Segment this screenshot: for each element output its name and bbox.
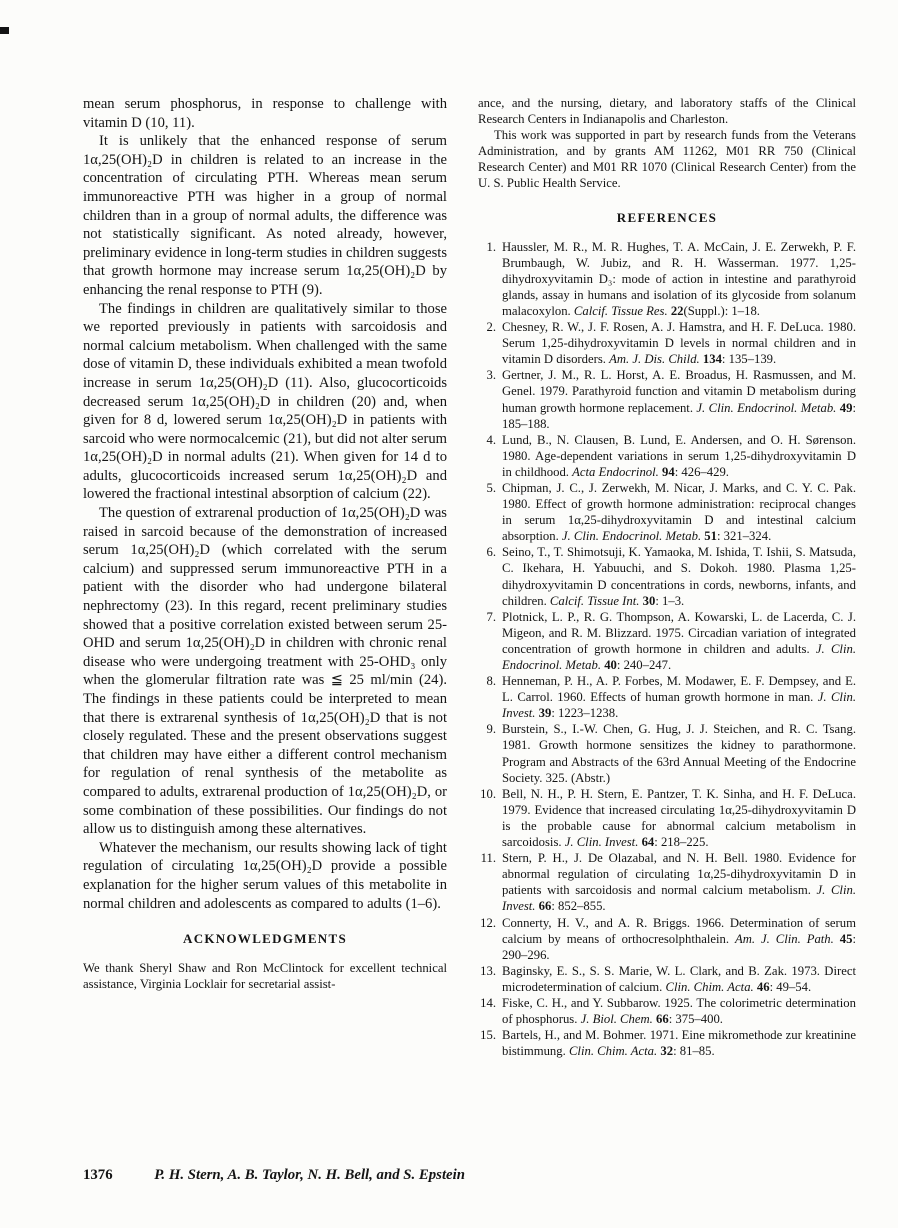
reference-number: 15. <box>480 1028 496 1043</box>
reference-number: 7. <box>486 609 496 624</box>
reference-text: Chesney, R. W., J. F. Rosen, A. J. Hamstra, and H. F. DeLuca. 1980. Serum 1,25-dihydroxyvitamin D levels in normal children and in vitamin D disorders. Am. J. Dis. Child. 134: 135–139. <box>502 320 856 367</box>
reference-text: Gertner, J. M., R. L. Horst, A. E. Broadus, H. Rasmussen, and M. Genel. 1979. Parathyroid function and vitamin D metabolism during human growth hormone replacement. J. Clin. Endocrinol. Metab. 49: 185–188. <box>502 368 856 431</box>
reference-number: 6. <box>486 545 496 560</box>
reference-number: 8. <box>486 674 496 689</box>
paragraph: It is unlikely that the enhanced response of serum 1α,25(OH)₂D in children is related to an increase in the concentration of circulating PTH. Whereas mean serum immunoreactive PTH was higher in a group of normal children than in a group of normal adults, the difference was not statistically significant. As noted already, however, preliminary evidence in long-term studies in children suggests that growth hormone may increase serum 1α,25(OH)₂D by enhancing the renal response to PTH (9). <box>83 133 447 298</box>
acknowledgments-paragraphs <box>83 960 447 992</box>
reference-item <box>478 995 856 1027</box>
left-column <box>83 95 447 992</box>
references-heading: REFERENCES <box>616 209 718 225</box>
reference-text: Connerty, H. V., and A. R. Briggs. 1966. Determination of serum calcium by means of orthocresolphthalein. Am. J. Clin. Path. 45: 290–296. <box>502 915 856 962</box>
reference-number: 3. <box>486 368 496 383</box>
reference-item <box>478 786 856 850</box>
reference-number: 11. <box>480 851 496 866</box>
paragraph: ance, and the nursing, dietary, and laboratory staffs of the Clinical Research Centers in Indianapolis and Charleston. <box>478 96 856 127</box>
reference-item <box>478 673 856 721</box>
reference-text: Stern, P. H., J. De Olazabal, and N. H. Bell. 1980. Evidence for abnormal regulation of circulating 1α,25-dihydroxyvitamin D in patients with sarcoidosis and normal calcium metabolism. J. Clin. Invest. 66: 852–855. <box>502 851 856 914</box>
reference-text: Henneman, P. H., A. P. Forbes, M. Modawer, E. F. Dempsey, and E. L. Carrol. 1960. Effects of human growth hormone in man. J. Clin. Invest. 39: 1223–1238. <box>502 674 856 721</box>
scan-artifact <box>0 27 9 34</box>
reference-text: Chipman, J. C., J. Zerwekh, M. Nicar, J. Marks, and C. Y. C. Pak. 1980. Effect of growth hormone administration: reciprocal changes in serum 1α,25-dihydroxyvitamin D and intestinal calcium absorption. J. Clin. Endocrinol. Metab. 51: 321–324. <box>502 480 856 544</box>
running-authors: P. H. Stern, A. B. Taylor, N. H. Bell, and S. Epstein <box>154 1167 465 1183</box>
paragraph: Whatever the mechanism, our results showing lack of tight regulation of circulating 1α,25(OH)₂D provide a possible explanation for the higher serum values of this metabolite in normal children and adolescents as compared to adults (1–6). <box>83 839 447 912</box>
reference-number: 1. <box>486 239 496 254</box>
acknowledgments-heading: ACKNOWLEDGMENTS <box>183 931 347 947</box>
reference-text: Fiske, C. H., and Y. Subbarow. 1925. The colorimetric determination of phosphorus. J. Biol. Chem. 66: 375–400. <box>502 995 856 1027</box>
reference-number: 2. <box>486 320 496 335</box>
reference-text: Bell, N. H., P. H. Stern, E. Pantzer, T. K. Sinha, and H. F. DeLuca. 1979. Evidence that increased circulating 1α,25-dihydroxyvitamin D is the probable cause for abnormal calcium metabolism in sarcoidosis. J. Clin. Invest. 64: 218–225. <box>502 786 856 850</box>
reference-item <box>478 609 856 673</box>
discussion-paragraphs <box>83 95 447 913</box>
reference-number: 14. <box>480 995 496 1010</box>
reference-item <box>478 721 856 785</box>
reference-text: Seino, T., T. Shimotsuji, K. Yamaoka, M. Ishida, T. Ishii, S. Matsuda, C. Ikehara, H. Yabuuchi, and S. Dokoh. 1980. Plasma 1,25-dihydroxyvitamin D concentrations in cords, newborns, infants, and children. Calcif. Tissue Int. 30: 1–3. <box>502 545 856 608</box>
reference-text: Haussler, M. R., M. R. Hughes, T. A. McCain, J. E. Zerwekh, P. F. Brumbaugh, W. Jubiz, and R. H. Wasserman. 1977. 1,25-dihydroxyvitamin D₃: mode of action in intestine and parathyroid glands, assay in humans and isolation of its glycoside from solanum malacoxylon. Calcif. Tissue Res. 22(Suppl.): 1–18. <box>502 239 856 318</box>
reference-item <box>478 544 856 608</box>
acknowledgments-continued <box>478 95 856 192</box>
page-number: 1376 <box>83 1167 113 1183</box>
reference-item <box>478 432 856 480</box>
page-footer <box>83 1167 465 1184</box>
right-column <box>478 95 856 1059</box>
reference-item <box>478 480 856 544</box>
reference-item <box>478 239 856 319</box>
reference-text: Bartels, H., and M. Bohmer. 1971. Eine mikromethode zur kreatinine bistimmung. Clin. Chim. Acta. 32: 81–85. <box>502 1028 856 1059</box>
paragraph: The findings in children are qualitatively similar to those we reported previously in patients with sarcoidosis and normal calcium metabolism. When challenged with the same dose of vitamin D, these individuals exhibited a mean twofold increase in serum 1α,25(OH)₂D (11). Also, glucocorticoids decreased serum 1α,25(OH)₂D in children (20) and, when given for 8 d, lowered serum 1α,25(OH)₂D in patients with sarcoid who were normocalcemic (21), but did not alter serum 1α,25(OH)₂D in normal adults (21). When given for 14 d to adults, glucocorticoids increased serum 1α,25(OH)₂D and lowered the fractional intestinal absorption of calcium (22). <box>83 300 447 503</box>
reference-number: 4. <box>486 432 496 447</box>
reference-number: 13. <box>480 963 496 978</box>
reference-number: 10. <box>480 786 496 801</box>
reference-text: Plotnick, L. P., R. G. Thompson, A. Kowarski, L. de Lacerda, C. J. Migeon, and R. M. Blizzard. 1975. Circadian variation of integrated concentration of growth hormone in children and adults. J. Clin. Endocrinol. Metab. 40: 240–247. <box>502 609 856 672</box>
reference-number: 5. <box>486 480 496 495</box>
reference-item <box>478 367 856 431</box>
reference-item <box>478 1027 856 1059</box>
reference-item <box>478 319 856 367</box>
paragraph: The question of extrarenal production of 1α,25(OH)₂D was raised in sarcoid because of the demonstration of increased serum 1α,25(OH)₂D (which correlated with the serum calcium) and suppressed serum immunoreactive PTH in a patient with the disorder who had undergone bilateral nephrectomy (23). In this regard, recent preliminary studies showed that a positive correlation existed between serum 25-OHD and serum 1α,25(OH)₂D in children with chronic renal disease who were undergoing treatment with 25-OHD₃ only when the glomerular filtration rate was ≦ 25 ml/min (24). The findings in these patients could be interpreted to mean that there is extrarenal synthesis of 1α,25(OH)₂D that is not closely regulated. These and the present observations suggest that children may have either a different control mechanism for regulation of renal synthesis of the metabolite as compared to adults, extrarenal production of 1α,25(OH)₂D, or some combination of these possibilities. Our findings do not allow us to distinguish among these alternatives. <box>83 505 447 838</box>
reference-number: 9. <box>486 722 496 737</box>
reference-item <box>478 915 856 963</box>
reference-text: Baginsky, E. S., S. S. Marie, W. L. Clark, and B. Zak. 1973. Direct microdetermination of calcium. Clin. Chim. Acta. 46: 49–54. <box>502 963 856 994</box>
reference-item <box>478 850 856 914</box>
reference-text: Burstein, S., I.-W. Chen, G. Hug, J. J. Steichen, and R. C. Tsang. 1981. Growth hormone sensitizes the kidney to parathormone. Program and Abstracts of the 63rd Annual Meeting of the Endocrine Society. 325. (Abstr.) <box>502 722 856 785</box>
references-list <box>478 239 856 1060</box>
reference-number: 12. <box>480 915 496 930</box>
paragraph: We thank Sheryl Shaw and Ron McClintock for excellent technical assistance, Virginia Locklair for secretarial assist- <box>83 961 447 992</box>
paragraph: This work was supported in part by research funds from the Veterans Administration, and by grants AM 11262, M01 RR 750 (Clinical Research Center) and M01 RR 1070 (Clinical Research Center) from the U. S. Public Health Service. <box>478 128 856 191</box>
reference-item <box>478 963 856 995</box>
reference-text: Lund, B., N. Clausen, B. Lund, E. Andersen, and O. H. Sørenson. 1980. Age-dependent variations in serum 1,25-dihydroxyvitamin D in childhood. Acta Endocrinol. 94: 426–429. <box>502 432 856 479</box>
paragraph: mean serum phosphorus, in response to challenge with vitamin D (10, 11). <box>83 96 447 131</box>
